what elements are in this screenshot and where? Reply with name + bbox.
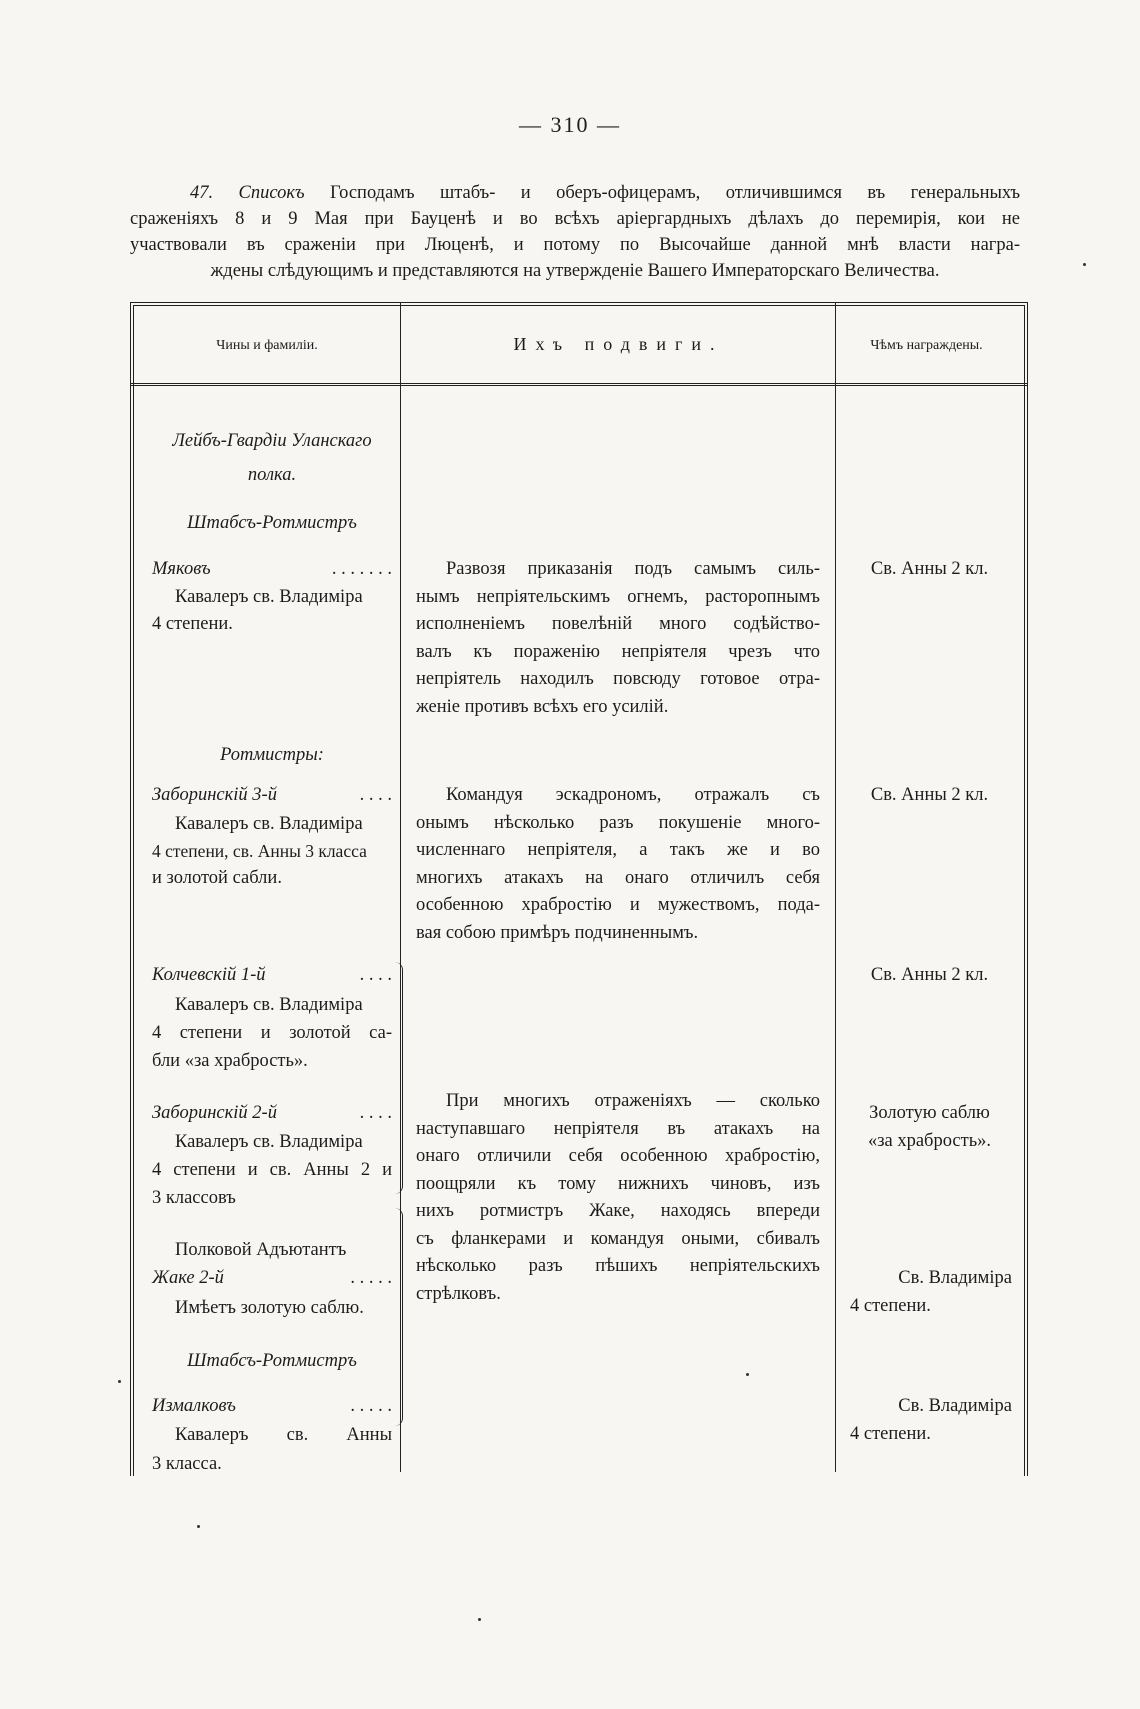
entry-note: Кавалеръ св. Владиміра xyxy=(175,995,363,1015)
intro-line-2: сраженіяхъ 8 и 9 Мая при Бауценѣ и во всѣхъ аріергардныхъ дѣлахъ до перемирія, кои не xyxy=(130,209,1020,229)
entry-note: Кавалеръ св. Анны xyxy=(175,1425,392,1445)
list-title-word: Списокъ xyxy=(238,183,305,203)
deeds-line: стрѣлковъ. xyxy=(416,1283,501,1304)
list-number: 47. xyxy=(190,183,214,203)
deeds-line: наступавшаго непріятеля въ атакахъ на xyxy=(416,1118,820,1139)
regiment-line-1: Лейбъ-Гвардіи Уланскаго xyxy=(172,431,372,451)
award: Св. Анны 2 кл. xyxy=(870,785,989,805)
deeds-block-1 xyxy=(416,556,820,721)
column-divider xyxy=(835,302,836,1472)
group-brace-bottom xyxy=(392,1208,403,1426)
deeds-line: нымъ непріятельскимъ огнемъ, расторопнымъ xyxy=(416,586,820,607)
deeds-line: съ фланкерами и командуя оными, сбивалъ xyxy=(416,1228,820,1249)
award-line: 4 степени. xyxy=(850,1296,931,1316)
entry-pre: Полковой Адъютантъ xyxy=(175,1240,347,1260)
deeds-line: Развозя приказанія подъ самымъ силь- xyxy=(446,559,820,579)
intro-paragraph xyxy=(130,180,1020,284)
leader-dots: . . . . xyxy=(359,785,392,805)
deeds-line: нѣсколько разъ пѣшихъ непріятельскихъ xyxy=(416,1256,820,1276)
entry-note: 3 классовъ xyxy=(152,1188,236,1208)
print-speck xyxy=(746,1373,749,1376)
award: Св. Анны 2 кл. xyxy=(870,965,989,985)
deeds-line: особенною храбростію и мужествомъ, пода- xyxy=(416,895,820,915)
entry-note: бли «за храбрость». xyxy=(152,1051,308,1071)
deeds-line: Командуя эскадрономъ, отражалъ съ xyxy=(446,785,820,805)
award: Св. Анны 2 кл. xyxy=(870,559,989,579)
deeds-line: непріятель находилъ повсюду готовое отра- xyxy=(416,669,820,689)
print-speck xyxy=(118,1380,121,1383)
entry-name: Измалковъ xyxy=(152,1396,236,1416)
entry-note: 4 степени и золотой са- xyxy=(152,1023,392,1043)
deeds-line: исполненіемъ повелѣній много содѣйство- xyxy=(416,614,820,634)
entry-note: Кавалеръ св. Владиміра xyxy=(175,814,363,834)
entry-name-row xyxy=(152,1100,392,1127)
entry-name: Заборинскій 3-й xyxy=(152,785,277,805)
entry-name: Колчевскій 1-й xyxy=(152,965,266,985)
entry-note: 4 степени. xyxy=(152,614,233,634)
entry-name: Заборинскій 2-й xyxy=(152,1103,277,1123)
section-heading: Штабсъ-Ротмистръ xyxy=(187,513,357,533)
deeds-line: вая собою примѣръ подчиненнымъ. xyxy=(416,922,699,943)
entry-note: 4 степени, св. Анны 3 класса xyxy=(152,841,367,861)
intro-line-1: Господамъ штабъ- и оберъ-офицерамъ, отличившимся въ генеральныхъ xyxy=(330,183,1021,203)
print-speck xyxy=(478,1618,481,1621)
award-line: Св. Владиміра xyxy=(898,1396,1012,1416)
deeds-line: онымъ нѣсколько разъ покушеніе много- xyxy=(416,812,820,833)
deeds-line: численнаго непріятеля, а такъ же и во xyxy=(416,840,820,860)
deeds-line: При многихъ отраженіяхъ — сколько xyxy=(446,1091,820,1111)
header-ranks: Чины и фамиліи. xyxy=(216,338,318,353)
deeds-line: многихъ атакахъ на онаго отличилъ себя xyxy=(416,867,820,888)
intro-line-3: участвовали въ сраженіи при Люценѣ, и потому по Высочайше данной мнѣ власти награ- xyxy=(130,235,1020,255)
deeds-line: женіе противъ всѣхъ его усилій. xyxy=(416,696,669,717)
header-deeds: Ихъ подвиги. xyxy=(513,334,724,354)
deeds-line: поощряли къ тому нижнихъ чиновъ, изъ xyxy=(416,1173,820,1194)
entry-note: 4 степени и св. Анны 2 и xyxy=(152,1160,392,1180)
entry-note: Кавалеръ св. Владиміра xyxy=(175,587,363,607)
award-line: «за храбрость». xyxy=(867,1131,992,1151)
entry-name-row xyxy=(152,1393,392,1420)
entry-name-row xyxy=(152,962,392,989)
award-line: 4 степени. xyxy=(850,1424,931,1444)
leader-dots: . . . . xyxy=(359,965,392,985)
entry-name-row xyxy=(152,556,392,583)
entry-name: Мяковъ xyxy=(152,559,211,579)
award-line: Св. Владиміра xyxy=(898,1268,1012,1288)
section-heading: Ротмистры: xyxy=(220,745,324,765)
award-line: Золотую саблю xyxy=(869,1103,990,1123)
deeds-line: онаго отличили себя особенною храбростію, xyxy=(416,1146,820,1166)
header-awards: Чѣмъ награждены. xyxy=(870,338,983,353)
page-number: — 310 — xyxy=(519,112,621,137)
header-divider xyxy=(130,383,1028,386)
entry-note: и золотой сабли. xyxy=(152,868,282,888)
deeds-line: нихъ ротмистръ Жаке, находясь впереди xyxy=(416,1201,820,1221)
leader-dots: . . . . . xyxy=(350,1268,392,1288)
leader-dots: . . . . . . . xyxy=(331,559,392,579)
leader-dots: . . . . . xyxy=(350,1396,392,1416)
regiment-line-2: полка. xyxy=(247,465,297,485)
leader-dots: . . . . xyxy=(359,1103,392,1123)
deeds-block-2 xyxy=(416,782,820,947)
deeds-block-shared xyxy=(416,1088,820,1308)
print-speck xyxy=(197,1525,200,1528)
intro-line-4: ждены слѣдующимъ и представляются на утвержденіе Вашего Императорскаго Величества. xyxy=(210,261,940,281)
group-brace-top xyxy=(392,962,403,1194)
deeds-line: валъ къ пораженію непріятеля чрезъ что xyxy=(416,641,820,662)
entry-name: Жаке 2-й xyxy=(152,1268,224,1288)
print-speck xyxy=(1083,263,1086,266)
entry-note: 3 класса. xyxy=(152,1454,222,1474)
entry-name-row xyxy=(152,782,392,809)
entry-name-row xyxy=(152,1265,392,1292)
entry-note: Кавалеръ св. Владиміра xyxy=(175,1132,363,1152)
entry-note: Имѣетъ золотую саблю. xyxy=(175,1298,364,1318)
section-heading: Штабсъ-Ротмистръ xyxy=(187,1351,357,1371)
